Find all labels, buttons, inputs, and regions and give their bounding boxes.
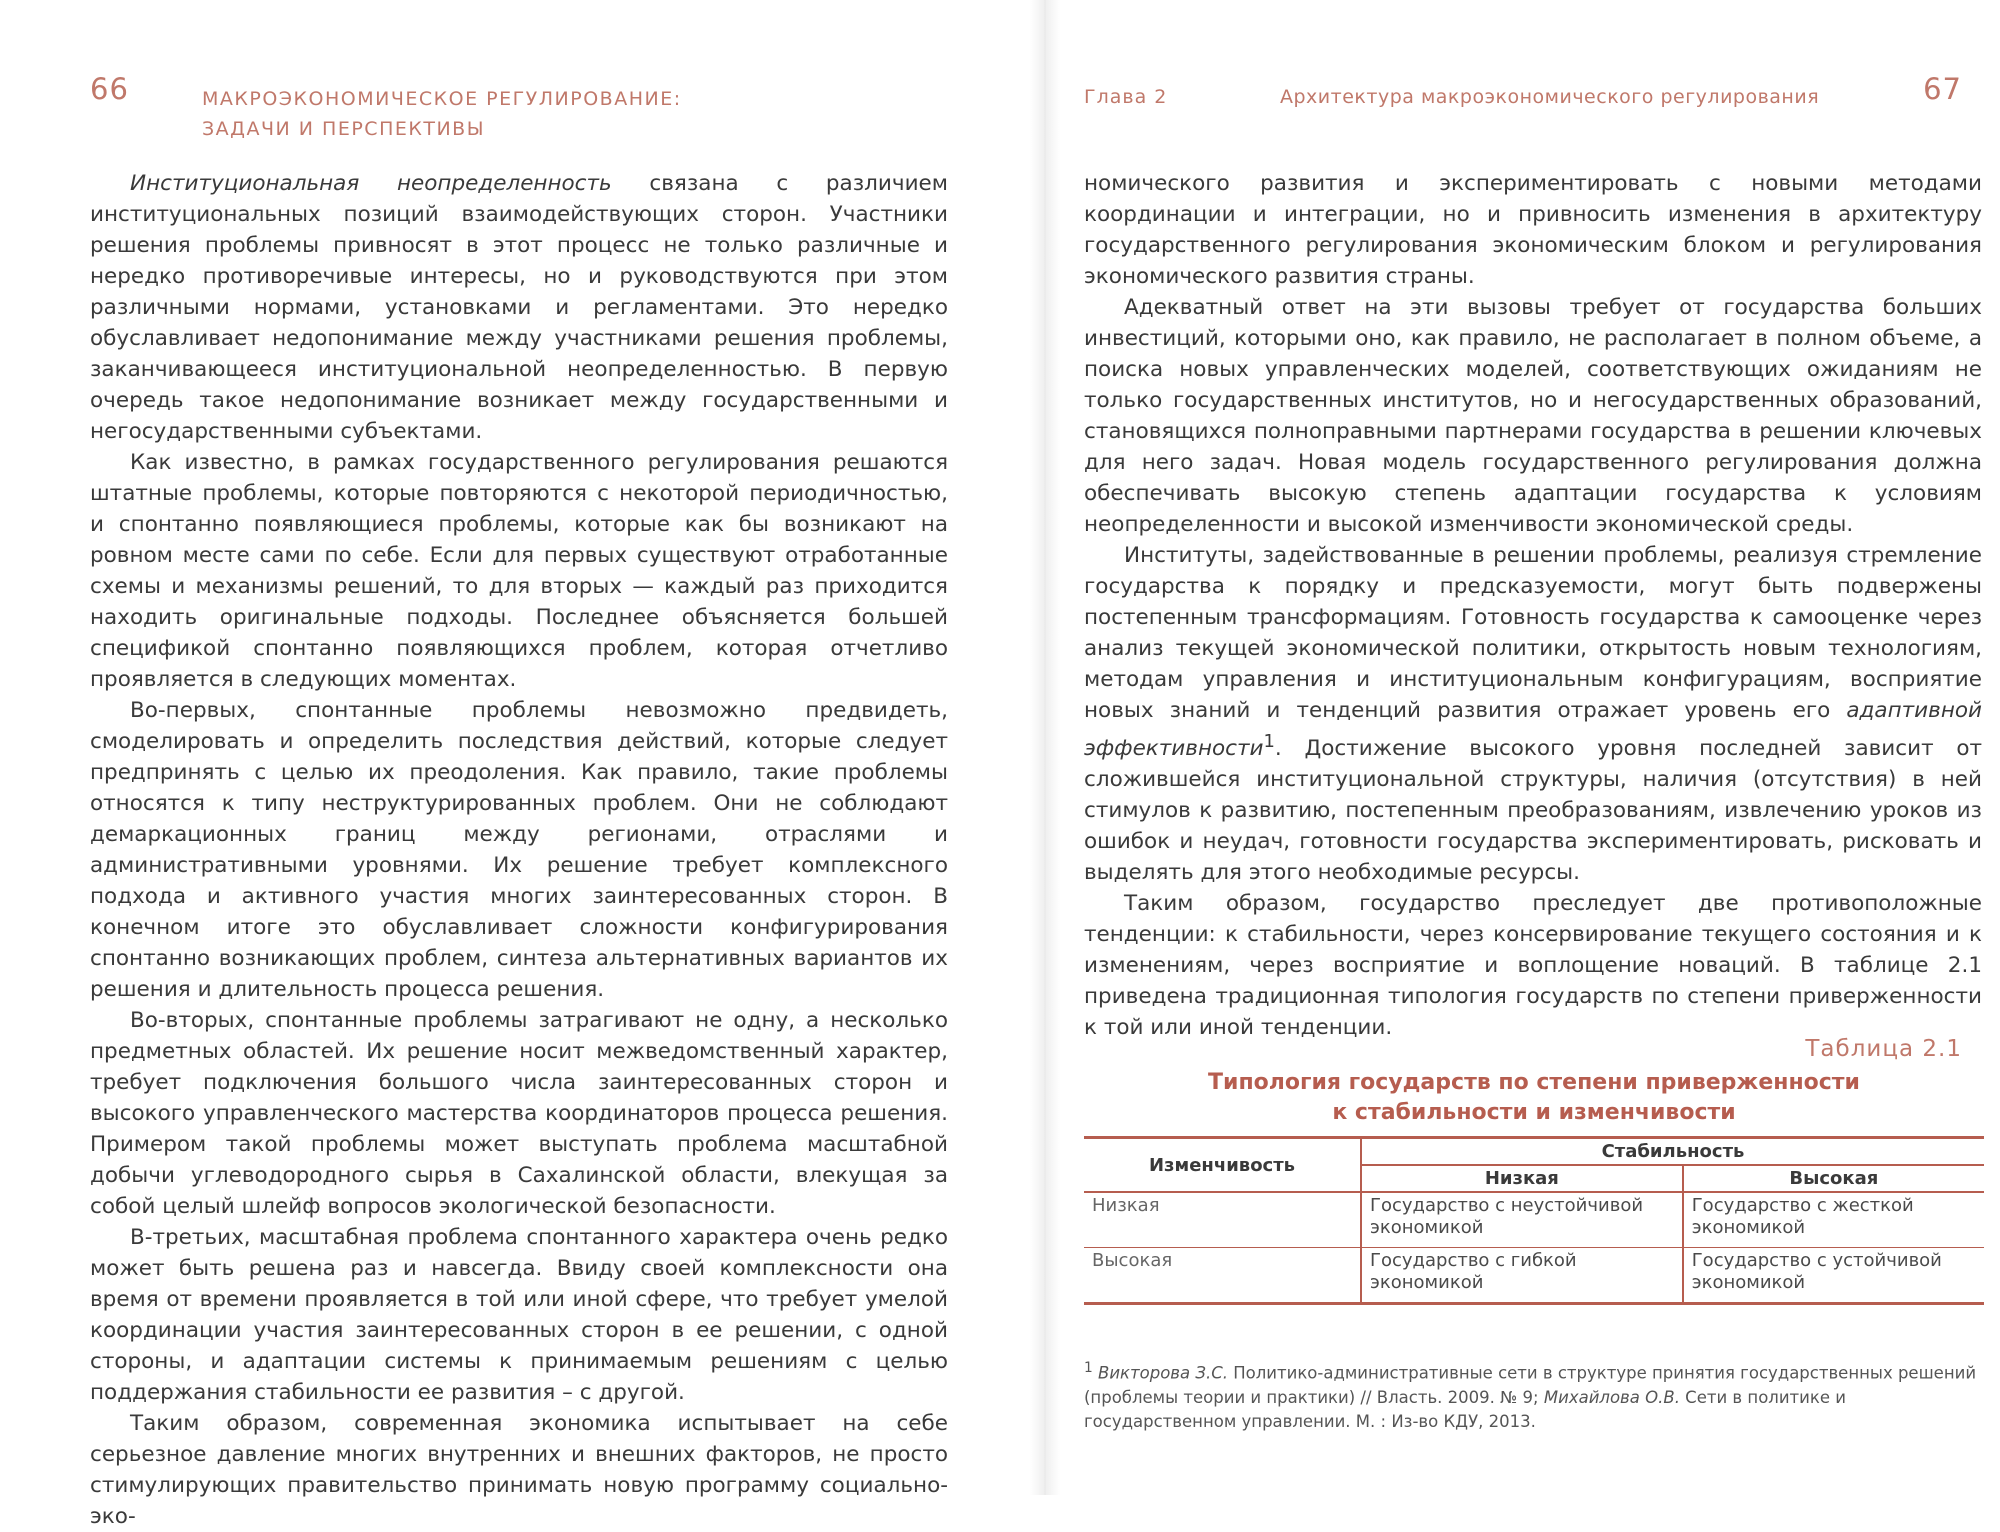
book-gutter <box>1030 0 1060 1495</box>
table-header-row <box>1084 1138 1984 1166</box>
paragraph: Во-первых, спонтанные проблемы невозможно предвидеть, смоделировать и определить последствия действий, которые следует предпринять с целью их преодоления. Как правило, такие проблемы относятся к типу неструктурированных проблем. Они не соблюдают демаркационных границ между регионами, отраслями и административными уровнями. Их решение требует комплексного подхода и активного участия многих заинтересованных сторон. В конечном итоге это обуславливает сложности конфигурирования спонтанно возникающих проблем, синтеза альтернативных вариантов их решения и длительность процесса решения. <box>90 698 948 1002</box>
col-stability-header: Стабильность <box>1361 1138 1984 1166</box>
body-text <box>1084 168 1982 1043</box>
running-head: Архитектура макроэкономического регулирования <box>1280 86 1820 108</box>
page-number: 66 <box>90 72 129 106</box>
paragraph-text: связана с различием институциональных позиций взаимодействующих сторон. Участники решения проблемы привносят в этот процесс не только различные и нередко противоречивые интересы, но и руководствуются при этом различными нормами, установками и регламентами. Это нередко обуславливает недопонимание между участниками решения проблемы, заканчивающееся институциональной неопределенностью. В первую очередь такое недопонимание возникает между государственными и негосударственными субъектами. <box>90 171 948 444</box>
table-cell: Государство с неустойчивой экономикой <box>1361 1192 1683 1248</box>
table-title <box>1084 1068 1984 1128</box>
paragraph <box>1084 540 1982 888</box>
footnote-author: Викторова З.С. <box>1098 1363 1228 1383</box>
footnote-ref: 1 <box>1263 731 1275 752</box>
running-head-line2: ЗАДАЧИ И ПЕРСПЕКТИВЫ <box>202 118 485 140</box>
paragraph: Адекватный ответ на эти вызовы требует от государства больших инвестиций, которыми оно, как правило, не располагает в полном объеме, а поиска новых управленческих моделей, соответствующих ожиданиям не только государственных институтов, но и негосударственных образований, становящихся полноправными партнерами государства в решении ключевых для него задач. Новая модель государственного регулирования должна обеспечивать высокую степень адаптации государства к условиям неопределенности и высокой изменчивости экономической среды. <box>1084 295 1982 537</box>
table-row <box>1084 1248 1984 1304</box>
paragraph: Таким образом, государство преследует две противоположные тенденции: к стабильности, через консервирование текущего состояния и к изменениям, через восприятие и воплощение новаций. В таблице 2.1 приведена традиционная типология государств по степени приверженности к той или иной тенденции. <box>1084 891 1982 1041</box>
col-variability-header: Изменчивость <box>1084 1138 1361 1193</box>
italic-term: Институциональная неопределенность <box>130 171 612 196</box>
row-label: Низкая <box>1084 1192 1361 1248</box>
italic-term: адаптивной эффективности <box>1084 698 1982 762</box>
col-low-header: Низкая <box>1361 1165 1683 1192</box>
paragraph: Как известно, в рамках государственного регулирования решаются штатные проблемы, которые повторяются с некоторой периодичностью, и спонтанно появляющиеся проблемы, которые как бы возникают на ровном месте сами по себе. Если для первых существуют отработанные схемы и механизмы решений, то для вторых — каждый раз приходится находить оригинальные подходы. Последнее объясняется большей спецификой спонтанно появляющихся проблем, которая отчетливо проявляется в следующих моментах. <box>90 450 948 692</box>
paragraph: В-третьих, масштабная проблема спонтанного характера очень редко может быть решена раз и навсегда. Ввиду своей комплексности она время от времени проявляется в той или иной сфере, что требует умелой координации участия заинтересованных сторон в ее решении, с одной стороны, и адаптации системы к принимаемым решениям с целью поддержания стабильности ее развития – с другой. <box>90 1225 948 1405</box>
table-title-line1: Типология государств по степени приверженности <box>1208 1070 1860 1095</box>
table-cell: Государство с устойчивой экономикой <box>1683 1248 1984 1304</box>
paragraph <box>90 168 948 447</box>
paragraph: Во-вторых, спонтанные проблемы затрагивают не одну, а несколько предметных областей. Их решение носит межведомственный характер, требует подключения большого числа заинтересованных сторон и высокого управленческого мастерства координаторов процесса решения. Примером такой проблемы может выступать проблема масштабной добычи углеводородного сырья в Сахалинской области, влекущая за собой целый шлейф вопросов экологической безопасности. <box>90 1008 948 1219</box>
body-text <box>90 168 948 1532</box>
footnote-number: 1 <box>1084 1360 1093 1376</box>
table-row <box>1084 1192 1984 1248</box>
table-cell: Государство с гибкой экономикой <box>1361 1248 1683 1304</box>
row-label: Высокая <box>1084 1248 1361 1304</box>
right-page <box>1060 0 2000 1495</box>
running-head <box>202 84 682 144</box>
paragraph: Таким образом, современная экономика испытывает на себе серьезное давление многих внутренних и внешних факторов, не просто стимулирующих правительство принимать новую программу социально-эко- <box>90 1411 948 1529</box>
footnote-author: Михайлова О.В. <box>1543 1387 1680 1407</box>
table-cell: Государство с жесткой экономикой <box>1683 1192 1984 1248</box>
chapter-label: Глава 2 <box>1084 86 1168 108</box>
paragraph-text: Институты, задействованные в решении проблемы, реализуя стремление государства к порядку и предсказуемости, могут быть подвержены постепенным трансформациям. Готовность государства к самооценке через анализ текущей экономической политики, открытость новым технологиям, методам управления и институциональным конфигурациям, восприятие новых знаний и тенденций развития отражает уровень его <box>1084 543 1982 723</box>
footnote-text: Сети в политике и государственном управлении. М. : Из-во КДУ, 2013. <box>1084 1387 1846 1431</box>
footnote <box>1084 1356 1984 1434</box>
typology-table <box>1084 1136 1984 1305</box>
col-high-header: Высокая <box>1683 1165 1984 1192</box>
running-head-line1: МАКРОЭКОНОМИЧЕСКОЕ РЕГУЛИРОВАНИЕ: <box>202 88 682 110</box>
table-title-line2: к стабильности и изменчивости <box>1332 1100 1736 1125</box>
paragraph: номического развития и экспериментировать с новыми методами координации и интеграции, но и привносить изменения в архитектуру государственного регулирования экономическим блоком и регулирования экономического развития страны. <box>1084 171 1982 289</box>
paragraph-text: . Достижение высокого уровня последней зависит от сложившейся институциональной структуры, наличия (отсутствия) в ней стимулов к развитию, постепенным преобразованиям, извлечению уроков из ошибок и неудач, готовности государства экспериментировать, рисковать и выделять для этого необходимые ресурсы. <box>1084 736 1982 886</box>
table-label: Таблица 2.1 <box>1805 1036 1962 1062</box>
page-number: 67 <box>1923 72 1962 106</box>
footnote-text: Политико-административные сети в структуре принятия государственных решений (проблемы теории и практики) // Власть. 2009. № 9; <box>1084 1363 1977 1407</box>
